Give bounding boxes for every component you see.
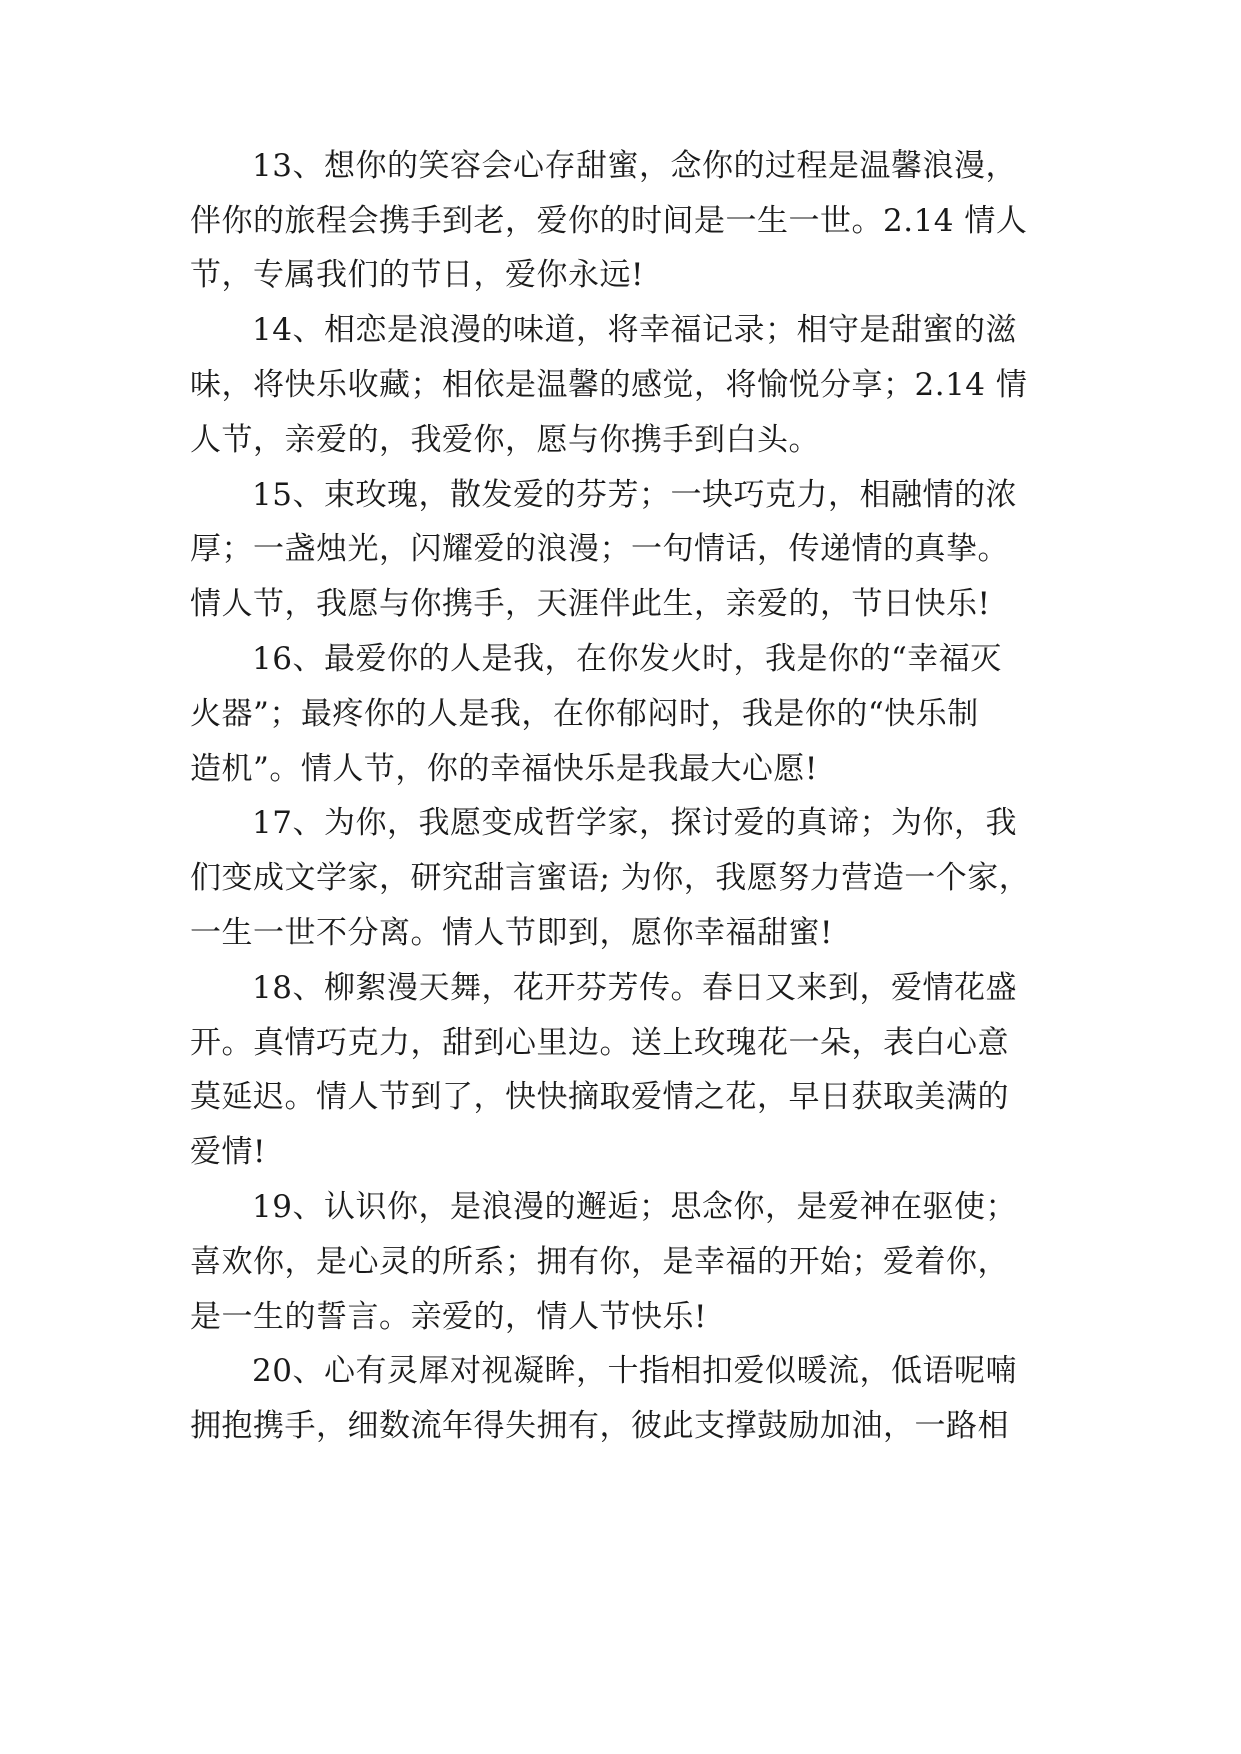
text-line: 14、相恋是浪漫的味道，将幸福记录；相守是甜蜜的滋 [252, 312, 1017, 348]
text-line: 18、柳絮漫天舞，花开芬芳传。春日又来到，爱情花盛 [252, 970, 1017, 1006]
text-line: 16、最爱你的人是我，在你发火时，我是你的“幸福灭 [252, 641, 1002, 677]
text-line: 开。真情巧克力，甜到心里边。送上玫瑰花一朵，表白心意 [190, 1025, 1009, 1061]
text-line: 火器”；最疼你的人是我，在你郁闷时，我是你的“快乐制 [190, 696, 979, 732]
text-line: 喜欢你，是心灵的所系；拥有你，是幸福的开始；爱着你， [190, 1244, 1009, 1280]
text-line: 们变成文学家，研究甜言蜜语; 为你，我愿努力营造一个家， [190, 860, 1031, 896]
text-line: 节，专属我们的节日，爱你永远! [190, 257, 644, 293]
text-line: 一生一世不分离。情人节即到，愿你幸福甜蜜! [190, 915, 833, 951]
text-line: 人节，亲爱的，我爱你，愿与你携手到白头。 [190, 422, 820, 458]
text-line: 15、束玫瑰，散发爱的芬芳；一块巧克力，相融情的浓 [252, 477, 1017, 513]
text-line: 味，将快乐收藏；相依是温馨的感觉，将愉悦分享；2.14 情 [190, 367, 1028, 403]
text-line: 爱情! [190, 1134, 266, 1170]
text-line: 造机”。情人节，你的幸福快乐是我最大心愿! [190, 751, 818, 787]
text-line: 17、为你，我愿变成哲学家，探讨爱的真谛；为你，我 [252, 805, 1017, 841]
text-line: 拥抱携手，细数流年得失拥有，彼此支撑鼓励加油，一路相 [190, 1408, 1009, 1444]
text-line: 13、想你的笑容会心存甜蜜，念你的过程是温馨浪漫， [252, 148, 1017, 184]
text-line: 是一生的誓言。亲爱的，情人节快乐! [190, 1299, 707, 1335]
text-line: 19、认识你，是浪漫的邂逅；思念你，是爱神在驱使； [252, 1189, 1017, 1225]
text-line: 伴你的旅程会携手到老，爱你的时间是一生一世。2.14 情人 [190, 203, 1028, 239]
text-line: 情人节，我愿与你携手，天涯伴此生，亲爱的，节日快乐! [190, 586, 991, 622]
text-line: 莫延迟。情人节到了，快快摘取爱情之花，早日获取美满的 [190, 1079, 1009, 1115]
text-line: 20、心有灵犀对视凝眸，十指相扣爱似暖流，低语呢喃 [252, 1353, 1017, 1389]
text-line: 厚；一盏烛光，闪耀爱的浪漫；一句情话，传递情的真挚。 [190, 531, 1009, 567]
